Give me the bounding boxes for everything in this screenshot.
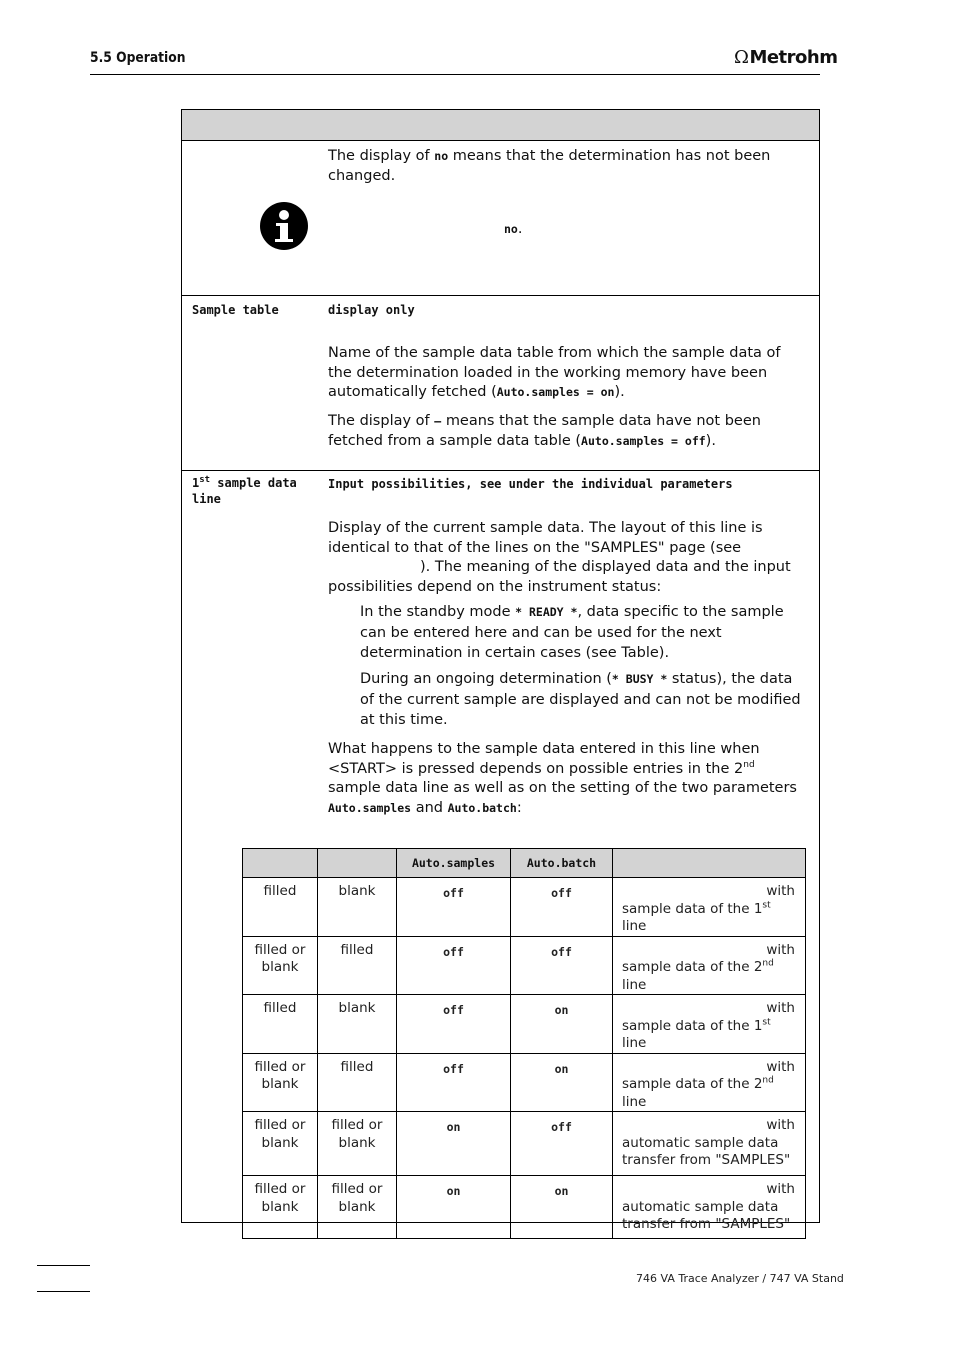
table-row (243, 936, 806, 995)
sample-data-table (242, 848, 806, 1239)
row-divider (182, 470, 819, 471)
parameter-table-header (182, 110, 819, 141)
table-cell: with sample data of the 2nd line (613, 1053, 806, 1112)
sample-table-input: display only (328, 303, 415, 317)
footer-product-name: 746 VA Trace Analyzer / 747 VA Stand (636, 1272, 844, 1285)
table-row (243, 1053, 806, 1112)
table-cell: filled or blank (318, 1112, 397, 1176)
table-cell: filled or blank (243, 1053, 318, 1112)
table-cell: blank (318, 878, 397, 937)
table-cell: on (397, 1112, 511, 1176)
footer-rule (37, 1265, 90, 1266)
sample-table-label: Sample table (192, 303, 279, 317)
start-behaviour-desc: What happens to the sample data entered in this line when <START> is pressed depends on possible entries in the 2nd sample data line as well as on the setting of the two parameters Auto.samples and Auto.batch: (328, 741, 797, 816)
header-rule (90, 74, 820, 75)
section-heading: 5.5 Operation (90, 50, 186, 66)
table-header-cell (613, 849, 806, 878)
sample-table-desc2: The display of – means that the sample data have not been fetched from a sample data table (Auto.samples = off). (328, 413, 761, 449)
info-icon (260, 202, 308, 250)
sample-data-line-desc: Display of the current sample data. The layout of this line is identical to that of the lines on the "SAMPLES" page (see). The meaning of the displayed data and the input possibilities depend on the instrument status: (328, 520, 791, 595)
table-row (243, 1112, 806, 1176)
table-header-cell (318, 849, 397, 878)
table-cell: with sample data of the 1st line (613, 878, 806, 937)
sample-data-line-label: 1st sample data line (192, 475, 297, 506)
table-cell: off (511, 936, 613, 995)
parameter-table-box (181, 109, 820, 1232)
logo-text: Metrohm (749, 47, 838, 68)
table-cell: off (397, 878, 511, 937)
table-header-row (243, 849, 806, 878)
table-cell: with sample data of the 1st line (613, 995, 806, 1054)
row-divider (182, 295, 819, 296)
table-cell: on (397, 1176, 511, 1239)
table-cell: off (397, 1053, 511, 1112)
table-header-cell (243, 849, 318, 878)
table-cell: filled (318, 1053, 397, 1112)
sample-data-line-input: Input possibilities, see under the individual parameters (328, 477, 733, 491)
row1-note: no. (504, 221, 523, 237)
table-cell: with automatic sample data transfer from "SAMPLES" (613, 1176, 806, 1239)
table-cell: with sample data of the 2nd line (613, 936, 806, 995)
table-header-cell: Auto.samples (397, 849, 511, 878)
row1-text: The display of no means that the determination has not been changed. (328, 148, 771, 184)
table-cell: filled (318, 936, 397, 995)
footer-rule (37, 1291, 90, 1292)
table-cell: filled (243, 995, 318, 1054)
standby-mode-bullet: In the standby mode * READY *, data specific to the sample can be entered here and can be used for the next determination in certain cases (see Table). (360, 604, 784, 661)
table-header-cell: Auto.batch (511, 849, 613, 878)
table-cell: blank (318, 995, 397, 1054)
table-cell: filled or blank (243, 936, 318, 995)
table-row (243, 1176, 806, 1239)
busy-mode-bullet: During an ongoing determination (* BUSY * status), the data of the current sample are displayed and can not be modified at this time. (360, 671, 801, 728)
table-cell: filled or blank (243, 1176, 318, 1239)
table-cell: filled (243, 878, 318, 937)
sample-table-desc1: Name of the sample data table from which the sample data of the determination loaded in the working memory have been automatically fetched (Auto.samples = on). (328, 345, 781, 400)
table-cell: filled or blank (318, 1176, 397, 1239)
table-row (243, 995, 806, 1054)
table-cell: on (511, 1176, 613, 1239)
table-cell: off (511, 1112, 613, 1176)
table-row (243, 878, 806, 937)
omega-logo-icon: Ω (734, 47, 749, 68)
table-cell: with automatic sample data transfer from "SAMPLES" (613, 1112, 806, 1176)
metrohm-logo (734, 47, 837, 68)
table-cell: filled or blank (243, 1112, 318, 1176)
table-cell: off (511, 878, 613, 937)
table-cell: on (511, 1053, 613, 1112)
table-cell: on (511, 995, 613, 1054)
table-cell: off (397, 995, 511, 1054)
table-cell: off (397, 936, 511, 995)
